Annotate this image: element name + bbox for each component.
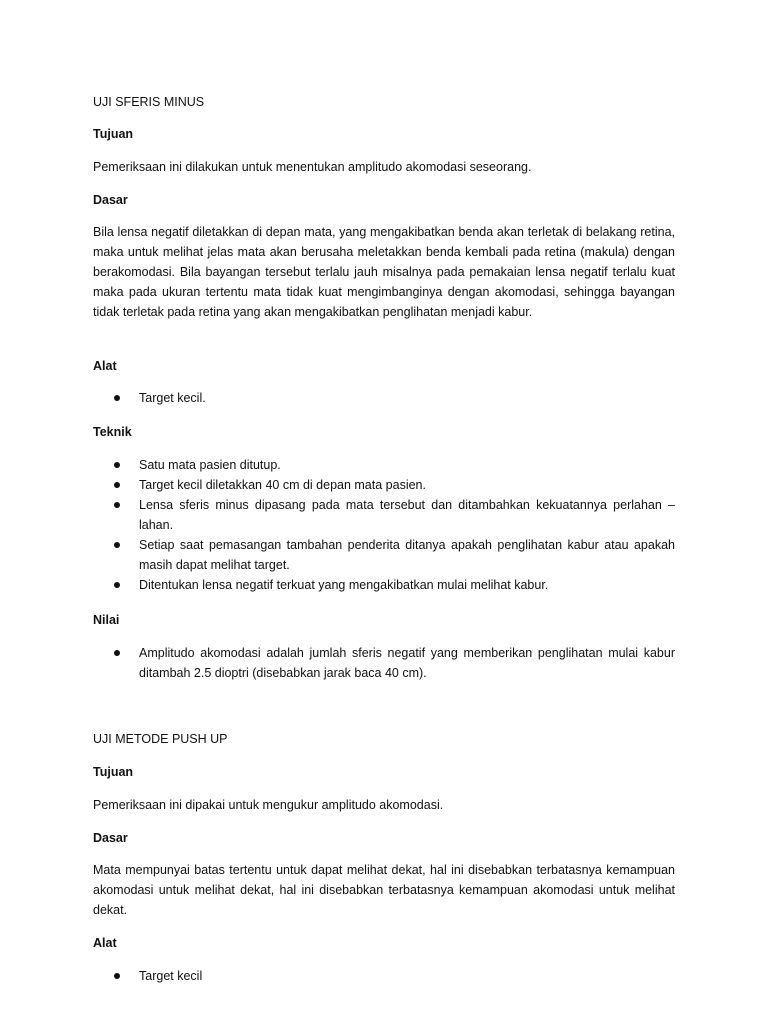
dasar-heading — [93, 190, 675, 210]
dasar-paragraph — [93, 222, 675, 322]
list-item: Target kecil. — [93, 388, 675, 408]
list-item: Satu mata pasien ditutup. — [93, 455, 675, 475]
bullet-icon — [114, 395, 120, 401]
list-item: Ditentukan lensa negatif terkuat yang mengakibatkan mulai melihat kabur. — [93, 575, 675, 595]
bullet-icon — [114, 542, 120, 548]
alat-heading-text: Alat — [93, 359, 117, 373]
list-item: Target kecil — [93, 966, 675, 986]
tujuan-heading — [93, 762, 675, 782]
dasar-text: Mata mempunyai batas tertentu untuk dapat melihat dekat, hal ini disebabkan terbatasnya kemampuan akomodasi untuk melihat dekat, hal ini disebabkan terbatasnya kemampuan akomodasi untuk melihat dekat. — [93, 863, 675, 917]
section-title — [93, 729, 675, 749]
tujuan-paragraph — [93, 157, 675, 177]
nilai-heading — [93, 610, 675, 630]
dasar-text: Bila lensa negatif diletakkan di depan mata, yang mengakibatkan benda akan terletak di belakang retina, maka untuk melihat jelas mata akan berusaha meletakkan benda kembali pada retina (makula) dengan berakomodasi. Bila bayangan tersebut terlalu jauh misalnya pada pemakaian lensa negatif terlalu kuat maka pada ukuran tertentu mata tidak kuat mengimbanginya dengan akomodasi, sehingga bayangan tidak terletak pada retina yang akan mengakibatkan penglihatan menjadi kabur. — [93, 225, 675, 319]
tujuan-heading — [93, 124, 675, 144]
bullet-icon — [114, 482, 120, 488]
section-title-text: UJI METODE PUSH UP — [93, 732, 228, 746]
list-item: Amplitudo akomodasi adalah jumlah sferis negatif yang memberikan penglihatan mulai kabur ditambah 2.5 dioptri (disebabkan jarak baca 40 cm). — [93, 643, 675, 683]
nilai-heading-text: Nilai — [93, 613, 120, 627]
list-item: Lensa sferis minus dipasang pada mata tersebut dan ditambahkan kekuatannya perlahan – lahan. — [93, 495, 675, 535]
alat-heading — [93, 933, 675, 953]
dasar-heading-text: Dasar — [93, 831, 128, 845]
section-title — [93, 92, 675, 112]
teknik-list — [93, 455, 675, 595]
bullet-icon — [114, 973, 120, 979]
bullet-icon — [114, 462, 120, 468]
alat-heading-text: Alat — [93, 936, 117, 950]
alat-list — [93, 388, 675, 408]
list-item: Target kecil diletakkan 40 cm di depan mata pasien. — [93, 475, 675, 495]
alat-heading — [93, 356, 675, 376]
tujuan-heading-text: Tujuan — [93, 765, 134, 779]
bullet-icon — [114, 502, 120, 508]
teknik-heading-text: Teknik — [93, 425, 132, 439]
dasar-paragraph — [93, 860, 675, 920]
bullet-icon — [114, 650, 120, 656]
list-item: Setiap saat pemasangan tambahan penderita ditanya apakah penglihatan kabur atau apakah masih dapat melihat target. — [93, 535, 675, 575]
dasar-heading — [93, 828, 675, 848]
section-title-text: UJI SFERIS MINUS — [93, 95, 205, 109]
nilai-list — [93, 643, 675, 683]
tujuan-paragraph — [93, 795, 675, 815]
dasar-heading-text: Dasar — [93, 193, 128, 207]
tujuan-heading-text: Tujuan — [93, 127, 134, 141]
teknik-heading — [93, 422, 675, 442]
bullet-icon — [114, 582, 120, 588]
tujuan-text: Pemeriksaan ini dipakai untuk mengukur amplitudo akomodasi. — [93, 798, 444, 812]
alat-list — [93, 966, 675, 986]
tujuan-text: Pemeriksaan ini dilakukan untuk menentukan amplitudo akomodasi seseorang. — [93, 160, 532, 174]
